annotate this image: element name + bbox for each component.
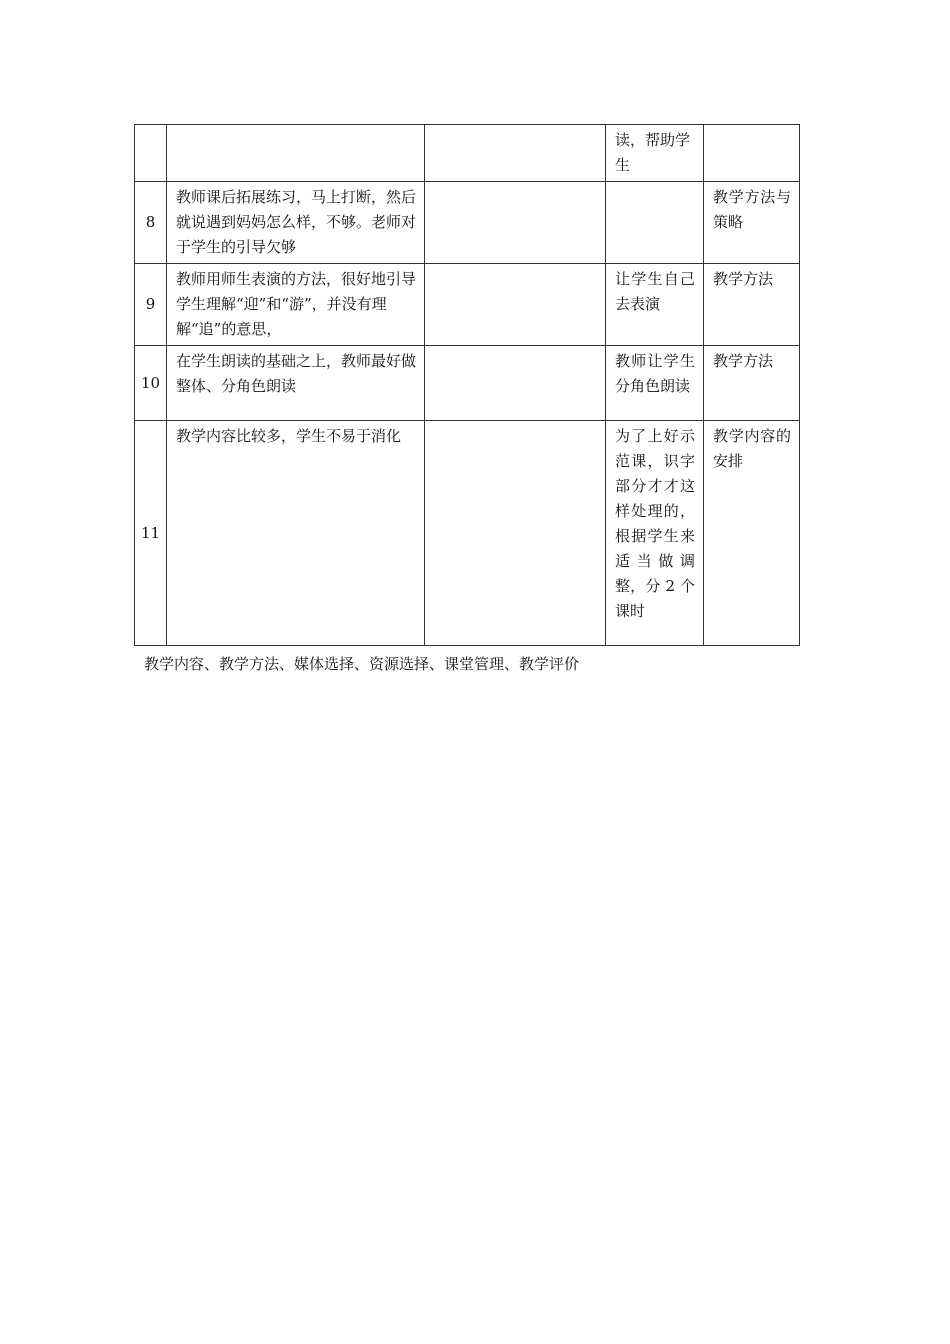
category-cell (704, 125, 800, 182)
feedback-cell: 在学生朗读的基础之上，教师最好做整体、分角色朗读 (167, 346, 425, 421)
feedback-cell: 教师课后拓展练习，马上打断，然后就说遇到妈妈怎么样，不够。老师对于学生的引导欠够 (167, 182, 425, 264)
response-cell: 为了上好示范课，识字部分才才这样处理的，根据学生来适当做调整，分 2 个课时 (606, 421, 704, 646)
empty-cell (425, 264, 606, 346)
table-row (135, 182, 800, 264)
row-number: 11 (135, 421, 167, 646)
empty-cell (425, 125, 606, 182)
table-row (135, 125, 800, 182)
category-cell: 教学内容的安排 (704, 421, 800, 646)
empty-cell (425, 182, 606, 264)
response-cell: 读，帮助学生 (606, 125, 704, 182)
feedback-cell: 教学内容比较多，学生不易于消化 (167, 421, 425, 646)
row-number: 8 (135, 182, 167, 264)
evaluation-dimensions-text: 教学内容、教学方法、媒体选择、资源选择、课堂管理、教学评价 (144, 655, 580, 673)
category-cell: 教学方法 (704, 346, 800, 421)
category-cell: 教学方法 (704, 264, 800, 346)
response-cell (606, 182, 704, 264)
table-row (135, 264, 800, 346)
evaluation-table (134, 124, 800, 646)
empty-cell (425, 421, 606, 646)
feedback-cell (167, 125, 425, 182)
response-cell: 教师让学生分角色朗读 (606, 346, 704, 421)
row-number: 9 (135, 264, 167, 346)
response-cell: 让学生自己去表演 (606, 264, 704, 346)
feedback-cell: 教师用师生表演的方法，很好地引导学生理解“迎”和“游”，并没有理解“追”的意思， (167, 264, 425, 346)
table-row (135, 346, 800, 421)
row-number: 10 (135, 346, 167, 421)
table-row (135, 421, 800, 646)
empty-cell (425, 346, 606, 421)
row-number (135, 125, 167, 182)
category-cell: 教学方法与策略 (704, 182, 800, 264)
